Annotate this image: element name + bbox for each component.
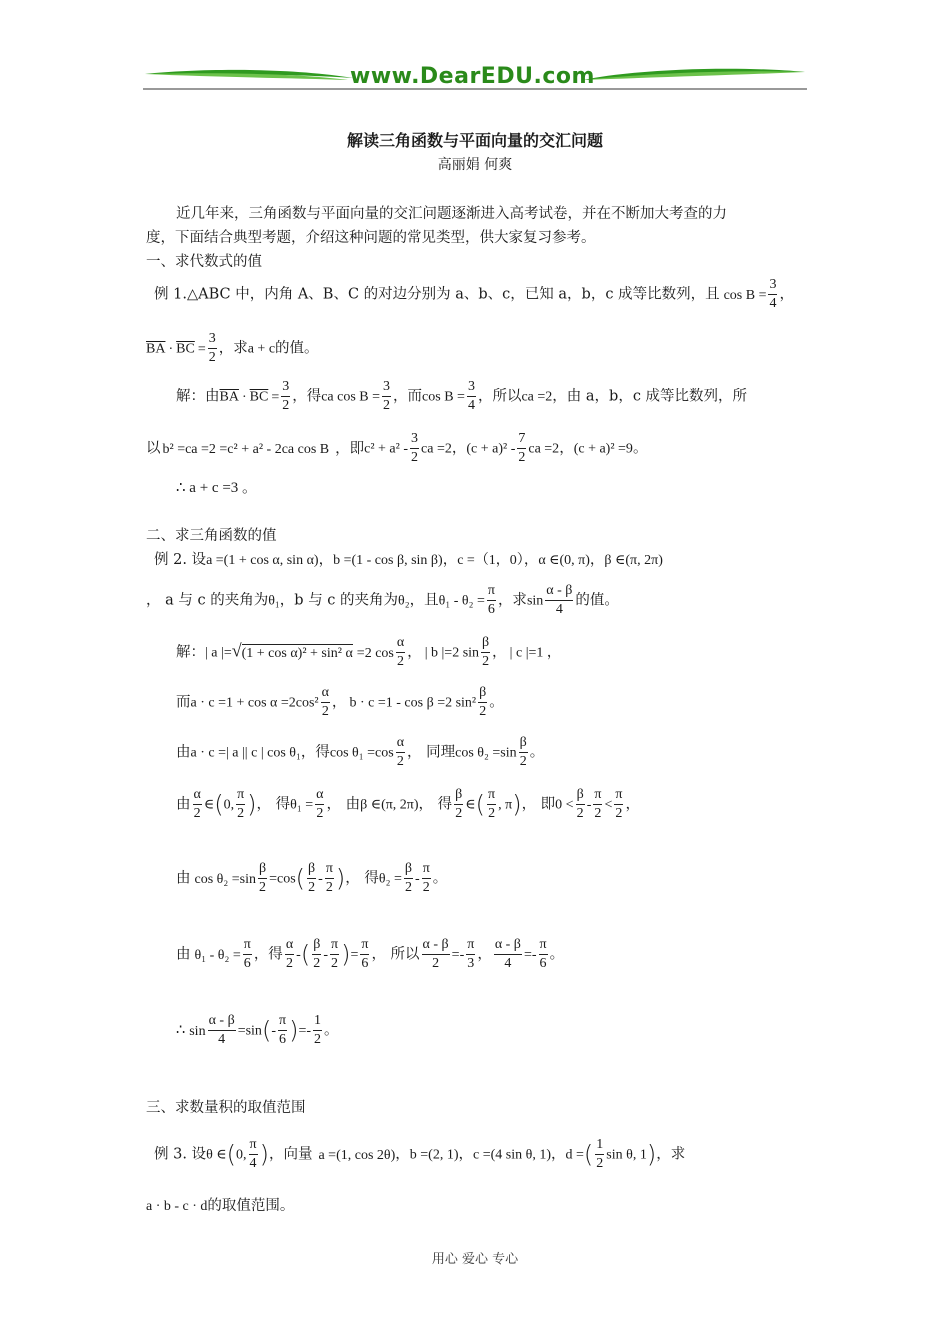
ex1-stem: △ABC 中，内角 A、B、C 的对边分别为 a、b、c，已知 a，b，c 成等比数列，且 [186, 286, 720, 303]
ex2-line-1: 例 2. 设a =(1 + cos α, sin α)，b =(1 - cos β, sin β)，c =（1，0），α ∈(0, π)，β ∈(π, 2π) [154, 552, 663, 568]
ex1-conclusion: ∴ a + c =3 。 [176, 480, 258, 496]
section-heading-2: 二、求三角函数的值 [146, 528, 277, 544]
document-title: 解读三角函数与平面向量的交汇问题 [346, 131, 603, 150]
document-authors: 高丽娟 何爽 [437, 157, 513, 173]
ex2-sol-row-6: 由 θ₁ - θ₂ = $\frac{\pi}{6}$ ，得 $\frac{\alpha}{2}$ -( $\frac{\beta}{2}$ - $\frac{\pi}{2}$ )= $\frac{\pi}{6}$ ， 所以 $\frac{\alpha - \beta}{2}$ =- $\frac{\pi}{3}$ ， $\frac{\alpha - \beta}{4}$ =- $\frac{\pi}{6}$ 。 [176, 937, 565, 971]
ex2-sol-row-4: 由 $\frac{\alpha}{2}$ ∈(0, $\frac{\pi}{2}$ )， 得θ₁ = $\frac{\alpha}{2}$ ， 由β ∈(π, 2π)， 得 $\frac{\beta}{2}$ ∈( $\frac{\pi}{2}$ , π)， 即0 < $\frac{\beta}{2}$ - $\frac{\pi}{2}$ < $\frac{\pi}{2}$ ， [176, 787, 640, 821]
header-banner [143, 62, 807, 92]
ex2-sol-row-2: 而a · c =1 + cos α =2cos² $\frac{\alpha}{2}$ ， b · c =1 - cos β =2 sin² $\frac{\beta}{2}$ 。 [176, 685, 504, 719]
ex2-sol-row-3: 由a · c =| a || c | cos θ₁，得cos θ₁ =cos $\frac{\alpha}{2}$ ， 同理cos θ₂ =sin $\frac{\beta}{2}$ 。 [176, 735, 545, 769]
ex3-line-2: a · b - c · d的取值范围。 [146, 1198, 295, 1214]
vector-BA: $\overline{BA}$ [146, 341, 166, 357]
section-heading-3: 三、求数量积的取值范围 [146, 1100, 306, 1116]
ex2-line-2: ， a 与 c 的夹角为θ₁，b 与 c 的夹角为θ₂，且θ₁ - θ₂ = $\frac{\pi}{6}$ ，求sin $\frac{\alpha - \beta}{4}$ 的值。 [146, 583, 619, 617]
ex1-label: 例 1. [154, 286, 187, 303]
intro-line-2: 度，下面结合典型考题，介绍这种问题的常见类型，供大家复习参考。 [146, 230, 596, 246]
ex3-line-1: 例 3. 设θ ∈(0, $\frac{\pi}{4}$ )，向量 a =(1, cos 2θ)，b =(2, 1)，c =(4 sin θ, 1)，d =( $\frac{1}{2}$ sin θ, 1)，求 [154, 1137, 686, 1171]
ex1-line-1: 例 1.△ABC 中，内角 A、B、C 的对边分别为 a、b、c，已知 a，b，c 成等比数列，且 cos B = $\frac{3}{4}$ ， [154, 277, 794, 311]
ex1-line-2: $\overline{BA} \cdot \overline{BC}$ = $\frac{3}{2}$ ，求a + c的值。 [146, 331, 319, 365]
ex1-solution-line-1: 解：由$\overline{BA} \cdot \overline{BC}$ = $\frac{3}{2}$ ，得ca cos B = $\frac{3}{2}$ ，而cos B = $\frac{3}{4}$ ，所以ca =2，由 a，b，c 成等比数列，所 [176, 379, 748, 413]
ex2-sol-row-5: 由 cos θ₂ =sin $\frac{\beta}{2}$ =cos( $\frac{\beta}{2}$ - $\frac{\pi}{2}$ )， 得θ₂ = $\frac{\beta}{2}$ - $\frac{\pi}{2}$ 。 [176, 861, 448, 895]
ex1-solution-line-2: 以 b² =ca =2 =c² + a² - 2ca cos B ，即c² + a² - $\frac{3}{2}$ ca =2，(c + a)² - $\frac{7}{2}$ ca =2，(c + a)² =9。 [146, 431, 648, 465]
footer-motto: 用心 爱心 专心 [431, 1252, 519, 1267]
ex1-cosB: cos B = [723, 287, 767, 303]
site-logo: www.DearEDU.com [350, 64, 595, 89]
vector-BC: $\overline{BC}$ [176, 341, 195, 357]
section-heading-1: 一、求代数式的值 [146, 254, 262, 270]
fraction: $\frac{3}{2}$ [208, 331, 216, 365]
intro-line-1: 近几年来，三角函数与平面向量的交汇问题逐渐进入高考试卷，并在不断加大考查的力 [176, 206, 727, 222]
fraction: $\frac{3}{4}$ [769, 277, 777, 311]
ex2-sol-row-1: 解：| a |=√(1 + cos α)² + sin² α =2 cos $\frac{\alpha}{2}$ ， | b |=2 sin $\frac{\beta}{2}$ ， | c |=1 ， [176, 635, 561, 669]
ex2-sol-row-7: ∴ sin $\frac{\alpha - \beta}{4}$ =sin(- $\frac{\pi}{6}$ )=- $\frac{1}{2}$ 。 [176, 1013, 339, 1047]
